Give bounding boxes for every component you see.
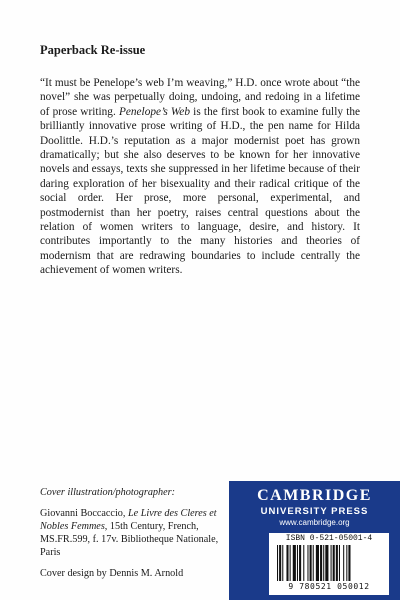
barcode-icon (275, 545, 383, 581)
credit-author: Giovanni Boccaccio, (40, 508, 128, 519)
credit-label: Cover illustration/photographer: (40, 487, 175, 498)
blurb-text-1: “It must be Penelope’s web I’m weaving,” H.D. once wrote about “the novel” she was perpetually doing, undoing, and redoing in a lifetime of prose writing. (40, 77, 360, 118)
isbn-label: ISBN 0-521-05001-4 (285, 534, 373, 543)
blurb-text-2: is the first book to examine fully the brilliantly innovative prose writing of H.D., the pen name for Hilda Doolittle. H.D.’s reputation as a major modernist poet has grown dramatically; but she also deserves to be known for her innovative novels and essays, texts she suppressed in her lifetime because of their daring exploration of her bisexuality and their radical critique of the social order. Her prose, more personal, experimental, and postmodernist than her poetry, raises central questions about the relation of women writers to language, desire, and history. It contributes importantly to the many histories and theories of modernism that are redrawing boundaries to include centrally the achievement of women writers. (40, 105, 360, 277)
publisher-url: www.cambridge.org (279, 518, 350, 527)
book-title: Penelope’s Web (118, 105, 190, 118)
barcode-panel (269, 533, 389, 595)
design-credit: Cover design by Dennis M. Arnold (40, 568, 184, 579)
publisher-name: CAMBRIDGE (257, 487, 372, 504)
publisher-block (229, 481, 400, 600)
barcode-number: 9 780521 050012 (288, 582, 370, 591)
credit-work-title: Le Livre des Cleres et Nobles Femmes (40, 508, 217, 532)
reissue-heading: Paperback Re-issue (40, 43, 146, 57)
credit-details: , 15th Century, French, MS.FR.599, f. 17v. Bibliotheque Nationale, Paris (40, 521, 219, 558)
illustration-credit (40, 507, 220, 559)
publisher-subtitle: UNIVERSITY PRESS (260, 506, 369, 517)
cover-credits (40, 486, 220, 580)
description-blurb (40, 76, 360, 278)
